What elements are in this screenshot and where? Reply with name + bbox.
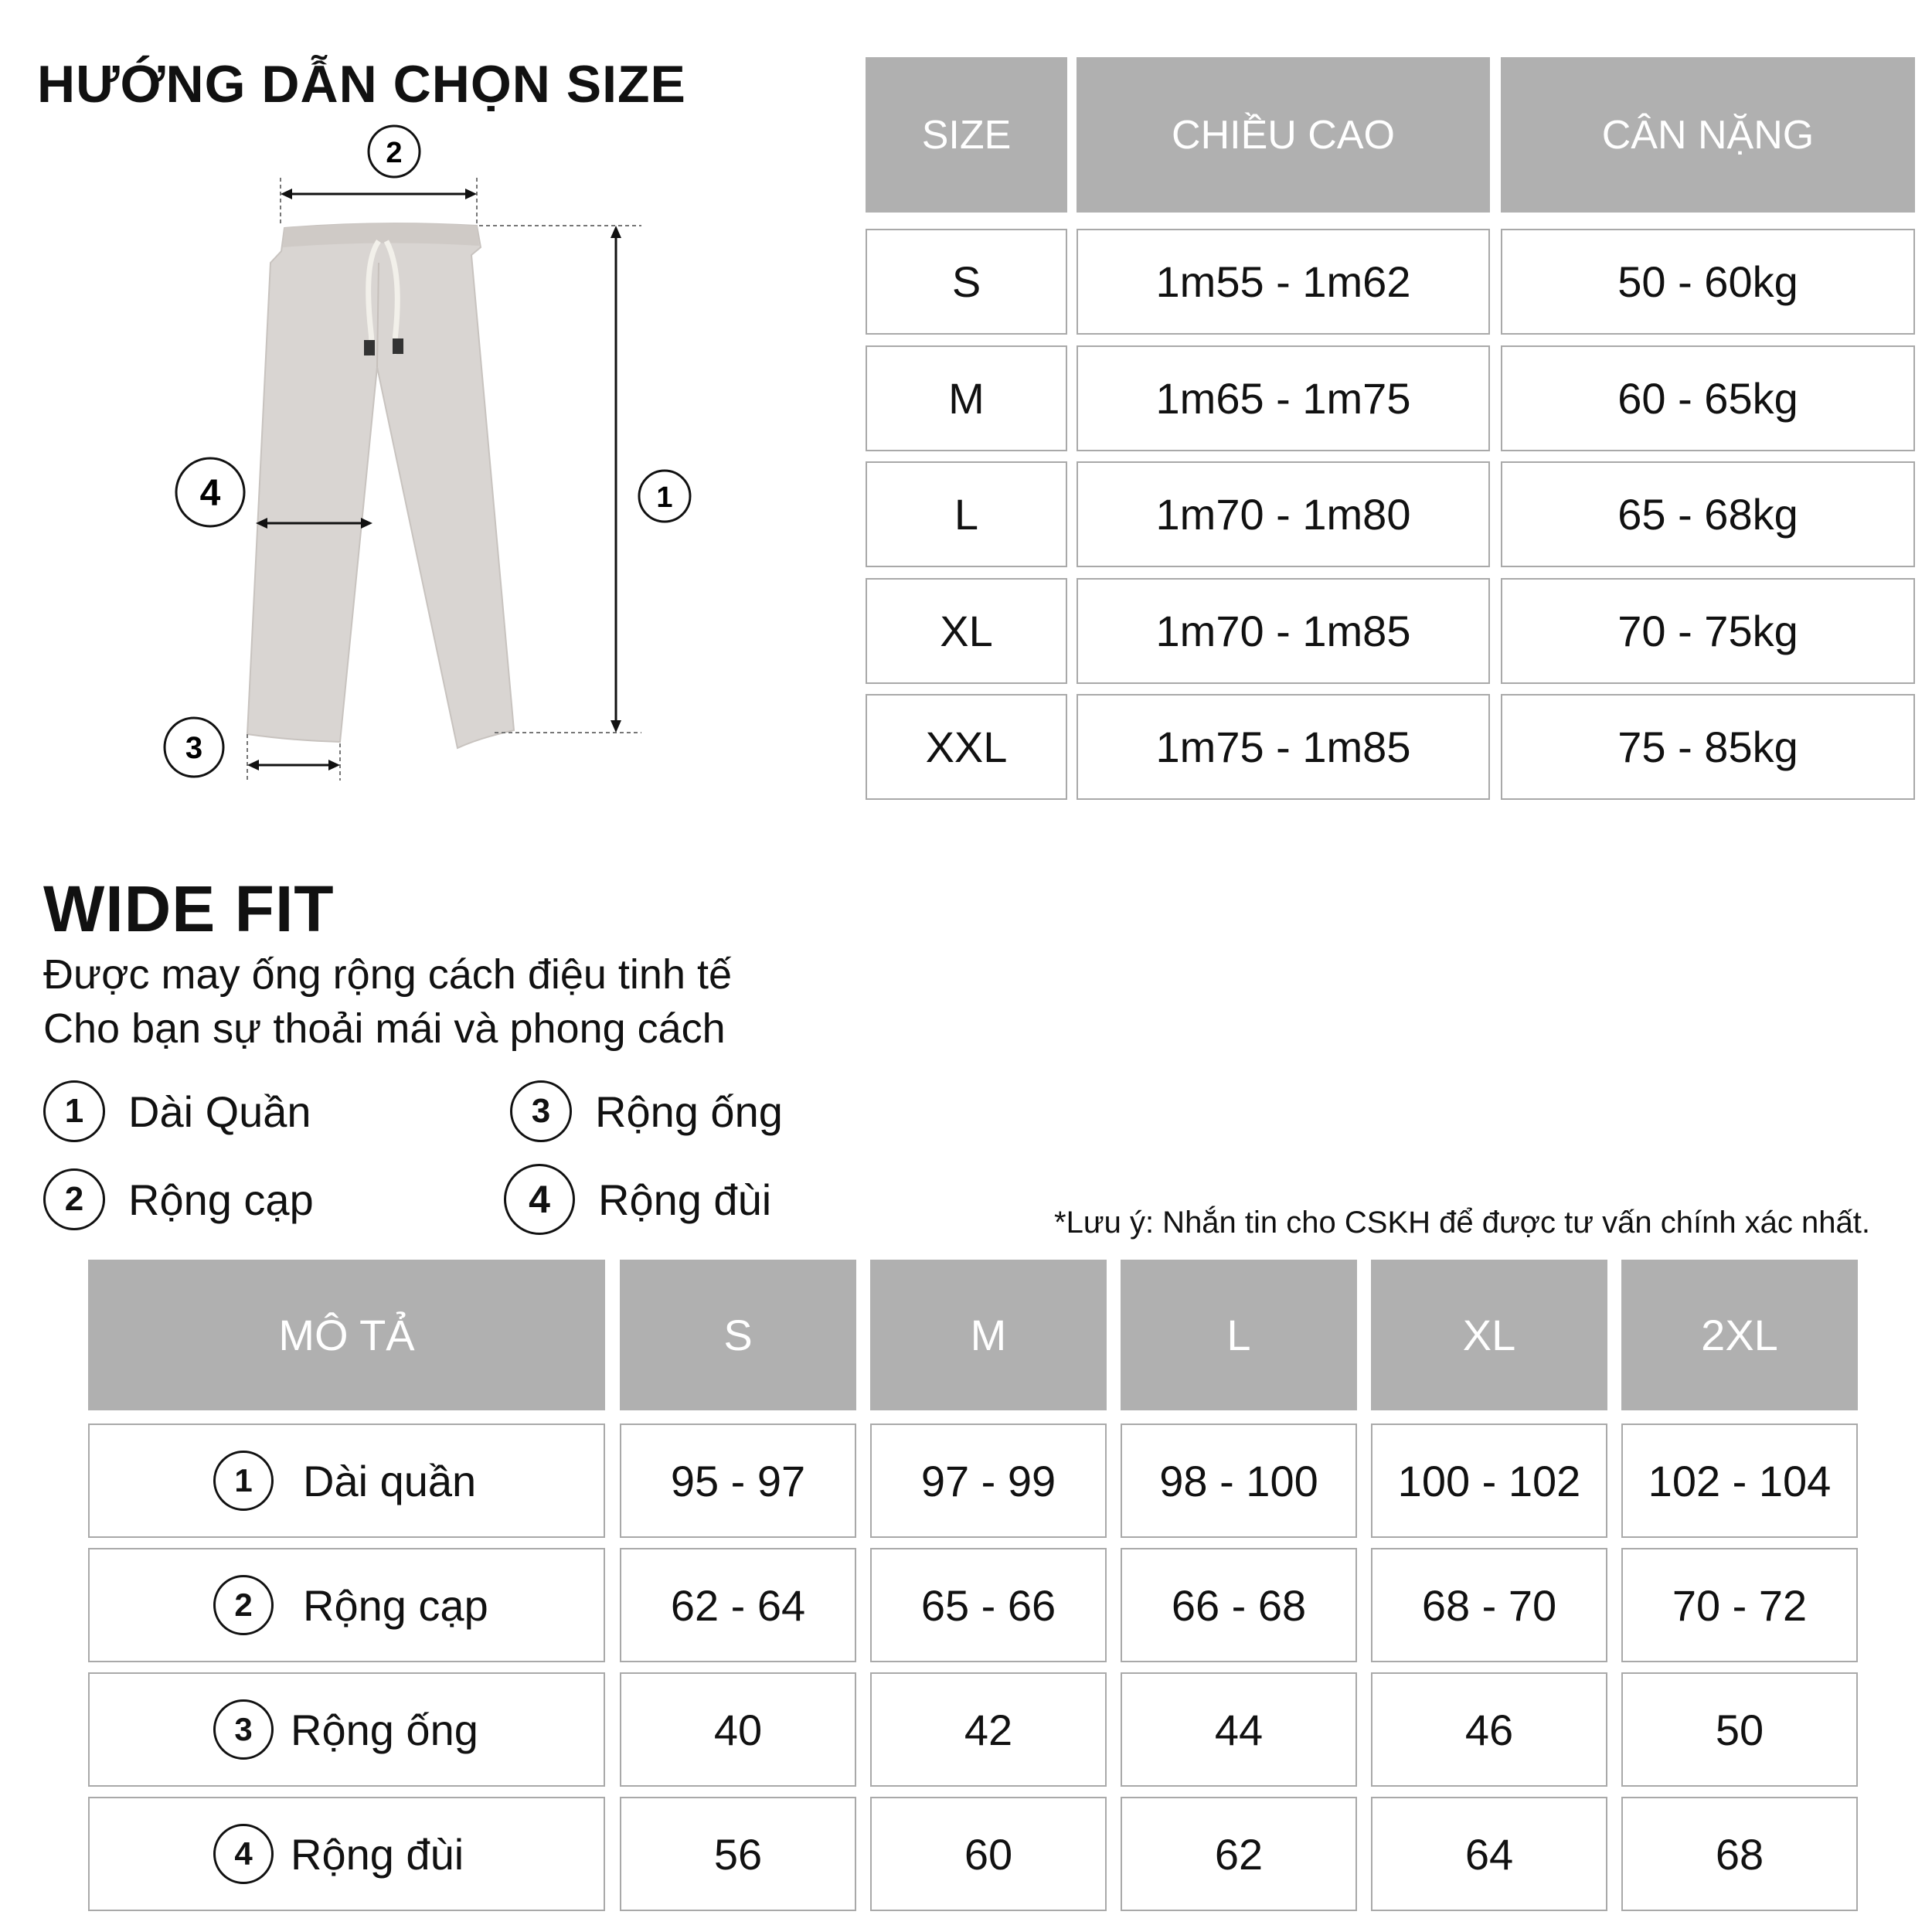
measure-table-cell: 44 — [1121, 1672, 1357, 1787]
row-label: Rộng đùi — [291, 1829, 464, 1879]
row-label: Rộng ống — [291, 1705, 478, 1754]
size-table-header-height: CHIỀU CAO — [1077, 57, 1490, 213]
size-table-cell: 1m55 - 1m62 — [1077, 229, 1490, 335]
row-number: 1 — [213, 1451, 274, 1511]
legend-item-thigh — [504, 1164, 771, 1235]
measure-table-cell: 46 — [1371, 1672, 1607, 1787]
size-table-cell: 60 - 65kg — [1501, 345, 1915, 451]
row-number: 3 — [213, 1699, 274, 1760]
legend-number: 3 — [510, 1080, 572, 1142]
measure-table-cell: 102 - 104 — [1621, 1423, 1858, 1538]
measure-table-cell: 65 - 66 — [870, 1548, 1107, 1662]
legend-number: 4 — [504, 1164, 575, 1235]
pants-image — [247, 223, 514, 748]
measure-table-cell: 66 - 68 — [1121, 1548, 1357, 1662]
row-label: Rộng cạp — [303, 1580, 488, 1630]
measure-row-label-waist — [88, 1548, 605, 1662]
size-table-cell: 1m65 - 1m75 — [1077, 345, 1490, 451]
marker-3-label: 3 — [185, 731, 203, 765]
fit-description-line: Được may ống rộng cách điệu tinh tế — [43, 951, 733, 998]
size-table-header-size: SIZE — [866, 57, 1067, 213]
size-table-cell: XL — [866, 578, 1067, 684]
fit-title: WIDE FIT — [43, 872, 335, 945]
measure-table-cell: 40 — [620, 1672, 856, 1787]
measure-table-cell: 68 — [1621, 1797, 1858, 1911]
measure-table-header-desc: MÔ TẢ — [88, 1260, 605, 1410]
measure-table-cell: 62 - 64 — [620, 1548, 856, 1662]
measure-row-label-thigh — [88, 1797, 605, 1911]
size-table-cell: 65 - 68kg — [1501, 461, 1915, 567]
measure-table-cell: 62 — [1121, 1797, 1357, 1911]
page-title: HƯỚNG DẪN CHỌN SIZE — [37, 55, 686, 114]
legend-number: 1 — [43, 1080, 105, 1142]
legend-number: 2 — [43, 1168, 105, 1230]
measure-table-cell: 97 - 99 — [870, 1423, 1107, 1538]
legend-item-waist — [43, 1168, 314, 1230]
measure-table-header-l: L — [1121, 1260, 1357, 1410]
marker-1-label: 1 — [656, 481, 673, 514]
size-table-cell: XXL — [866, 694, 1067, 800]
marker-2-label: 2 — [386, 137, 403, 169]
fit-description-line: Cho bạn sự thoải mái và phong cách — [43, 1005, 726, 1052]
size-table-cell: L — [866, 461, 1067, 567]
size-table-cell: S — [866, 229, 1067, 335]
row-label: Dài quần — [303, 1456, 477, 1505]
legend-label: Rộng cạp — [128, 1175, 314, 1224]
measure-table-header-xl: XL — [1371, 1260, 1607, 1410]
size-table-cell: M — [866, 345, 1067, 451]
size-table-cell: 50 - 60kg — [1501, 229, 1915, 335]
pants-diagram — [0, 108, 726, 804]
measure-table-header-2xl: 2XL — [1621, 1260, 1858, 1410]
size-table-header-weight: CÂN NẶNG — [1501, 57, 1915, 213]
legend-label: Rộng ống — [595, 1087, 783, 1136]
size-table-cell: 75 - 85kg — [1501, 694, 1915, 800]
measure-table-header-m: M — [870, 1260, 1107, 1410]
measure-table-cell: 42 — [870, 1672, 1107, 1787]
measure-row-label-leg-opening — [88, 1672, 605, 1787]
measure-table-cell: 98 - 100 — [1121, 1423, 1357, 1538]
size-table-cell: 1m70 - 1m80 — [1077, 461, 1490, 567]
measure-table-cell: 100 - 102 — [1371, 1423, 1607, 1538]
measure-table-cell: 60 — [870, 1797, 1107, 1911]
marker-4-label: 4 — [199, 473, 221, 514]
legend-label: Dài Quần — [128, 1087, 311, 1136]
measure-table-cell: 70 - 72 — [1621, 1548, 1858, 1662]
measure-table-cell: 56 — [620, 1797, 856, 1911]
measure-row-label-length — [88, 1423, 605, 1538]
legend-item-length — [43, 1080, 311, 1142]
measure-table-cell: 95 - 97 — [620, 1423, 856, 1538]
row-number: 4 — [213, 1824, 274, 1884]
note-text: *Lưu ý: Nhắn tin cho CSKH để được tư vấn chính xác nhất. — [1054, 1206, 1870, 1240]
size-table-cell: 1m75 - 1m85 — [1077, 694, 1490, 800]
measure-table-cell: 50 — [1621, 1672, 1858, 1787]
legend-item-leg-opening — [510, 1080, 783, 1142]
size-table-cell: 70 - 75kg — [1501, 578, 1915, 684]
measure-table-header-s: S — [620, 1260, 856, 1410]
size-table-cell: 1m70 - 1m85 — [1077, 578, 1490, 684]
measure-table-cell: 64 — [1371, 1797, 1607, 1911]
row-number: 2 — [213, 1575, 274, 1635]
legend-label: Rộng đùi — [598, 1175, 772, 1224]
measure-table-cell: 68 - 70 — [1371, 1548, 1607, 1662]
